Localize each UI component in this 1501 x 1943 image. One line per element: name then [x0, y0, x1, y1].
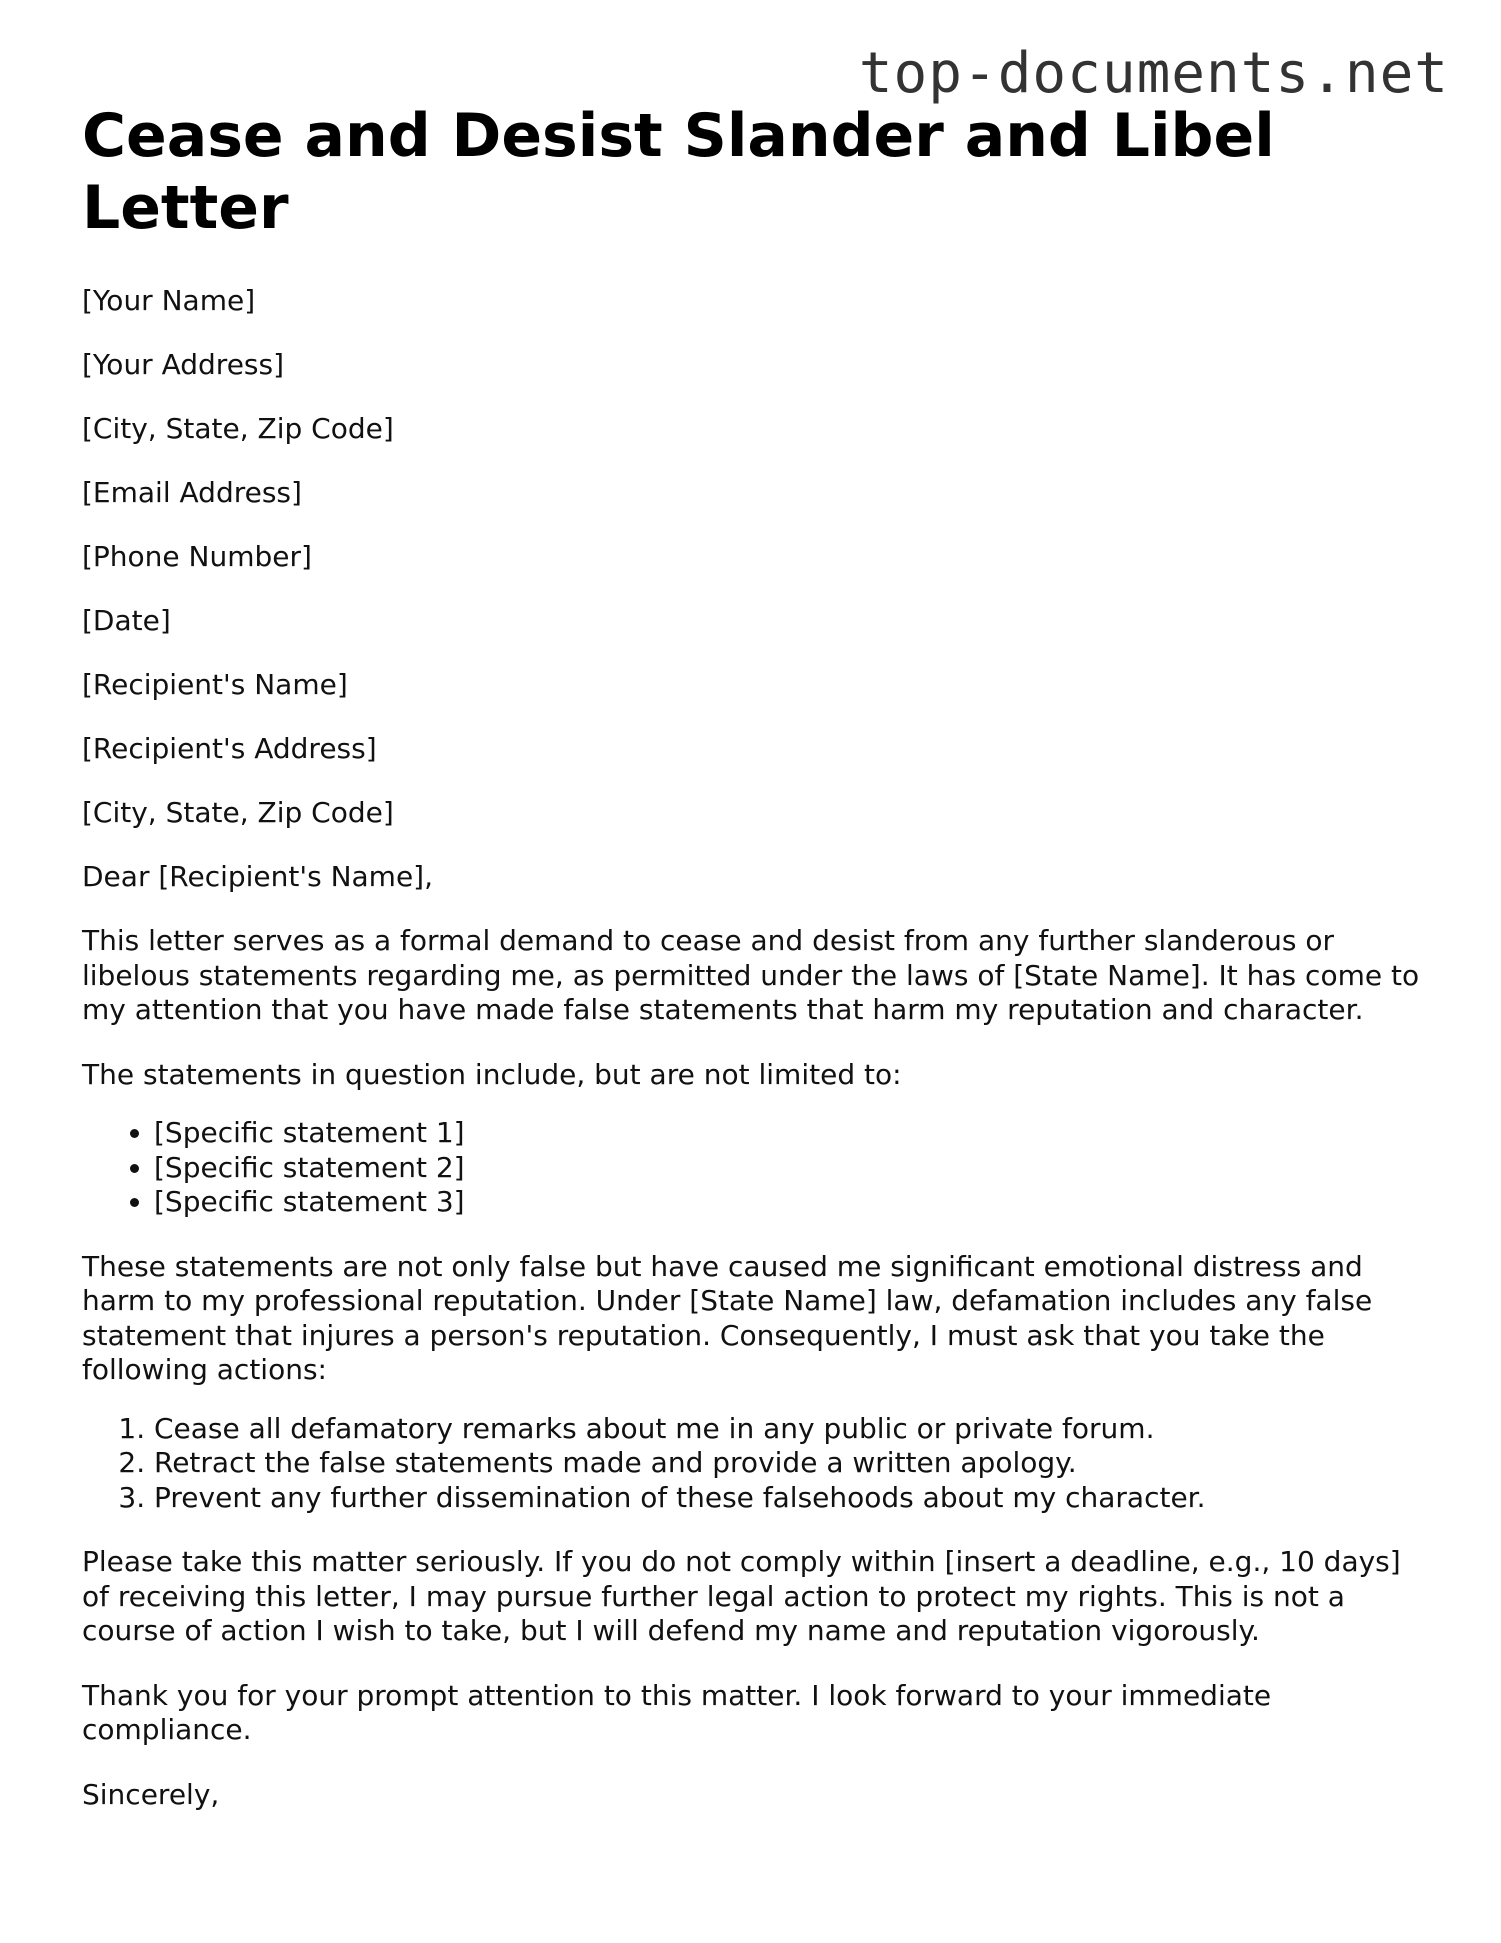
sender-email: [Email Address]	[82, 476, 302, 509]
actions-list	[82, 1412, 1422, 1516]
sender-block	[82, 284, 1422, 638]
salutation: Dear [Recipient's Name],	[82, 860, 433, 893]
closing: Sincerely,	[82, 1777, 220, 1811]
recipient-address: [Recipient's Address]	[82, 732, 377, 765]
site-watermark: top-documents.net	[858, 41, 1449, 106]
action-item: 1. Cease all defamatory remarks about me in any public or private forum.	[154, 1412, 1422, 1447]
action-item: 3. Prevent any further dissemination of these falsehoods about my character.	[154, 1481, 1422, 1516]
recipient-city-state-zip: [City, State, Zip Code]	[82, 796, 394, 829]
intro-paragraph: This letter serves as a formal demand to cease and desist from any further slanderous or libelous statements regarding me, as permitted under the laws of [State Name]. It has come to my attention that you have made false statements that harm my reputation and character.	[82, 924, 1420, 1026]
sender-phone: [Phone Number]	[82, 540, 312, 573]
statements-list	[82, 1116, 1422, 1220]
action-item: 2. Retract the false statements made and provide a written apology.	[154, 1446, 1422, 1481]
sender-name: [Your Name]	[82, 284, 256, 317]
letter-date: [Date]	[82, 604, 171, 637]
warning-paragraph: Please take this matter seriously. If you do not comply within [insert a deadline, e.g., 10 days] of receiving this letter, I may pursue further legal action to protect my rights. This is not a course of action I wish to take, but I will defend my name and reputation vigorously.	[82, 1545, 1401, 1647]
statements-lead-paragraph: The statements in question include, but are not limited to:	[82, 1057, 902, 1091]
statement-item: • [Specific statement 1]	[154, 1116, 1422, 1151]
letter-document	[82, 100, 1422, 1842]
statement-item: • [Specific statement 3]	[154, 1185, 1422, 1220]
recipient-name: [Recipient's Name]	[82, 668, 348, 701]
harm-paragraph: These statements are not only false but have caused me significant emotional distress and harm to my professional reputation. Under [State Name] law, defamation includes any false statement that injures a person's reputation. Consequently, I must ask that you take the following actions:	[82, 1249, 1373, 1386]
sender-address: [Your Address]	[82, 348, 285, 381]
page-title: Cease and Desist Slander and Libel Letter	[82, 101, 1275, 243]
recipient-block	[82, 668, 1422, 830]
sender-city-state-zip: [City, State, Zip Code]	[82, 412, 394, 445]
thanks-paragraph: Thank you for your prompt attention to this matter. I look forward to your immediate compliance.	[82, 1678, 1272, 1746]
statement-item: • [Specific statement 2]	[154, 1151, 1422, 1186]
